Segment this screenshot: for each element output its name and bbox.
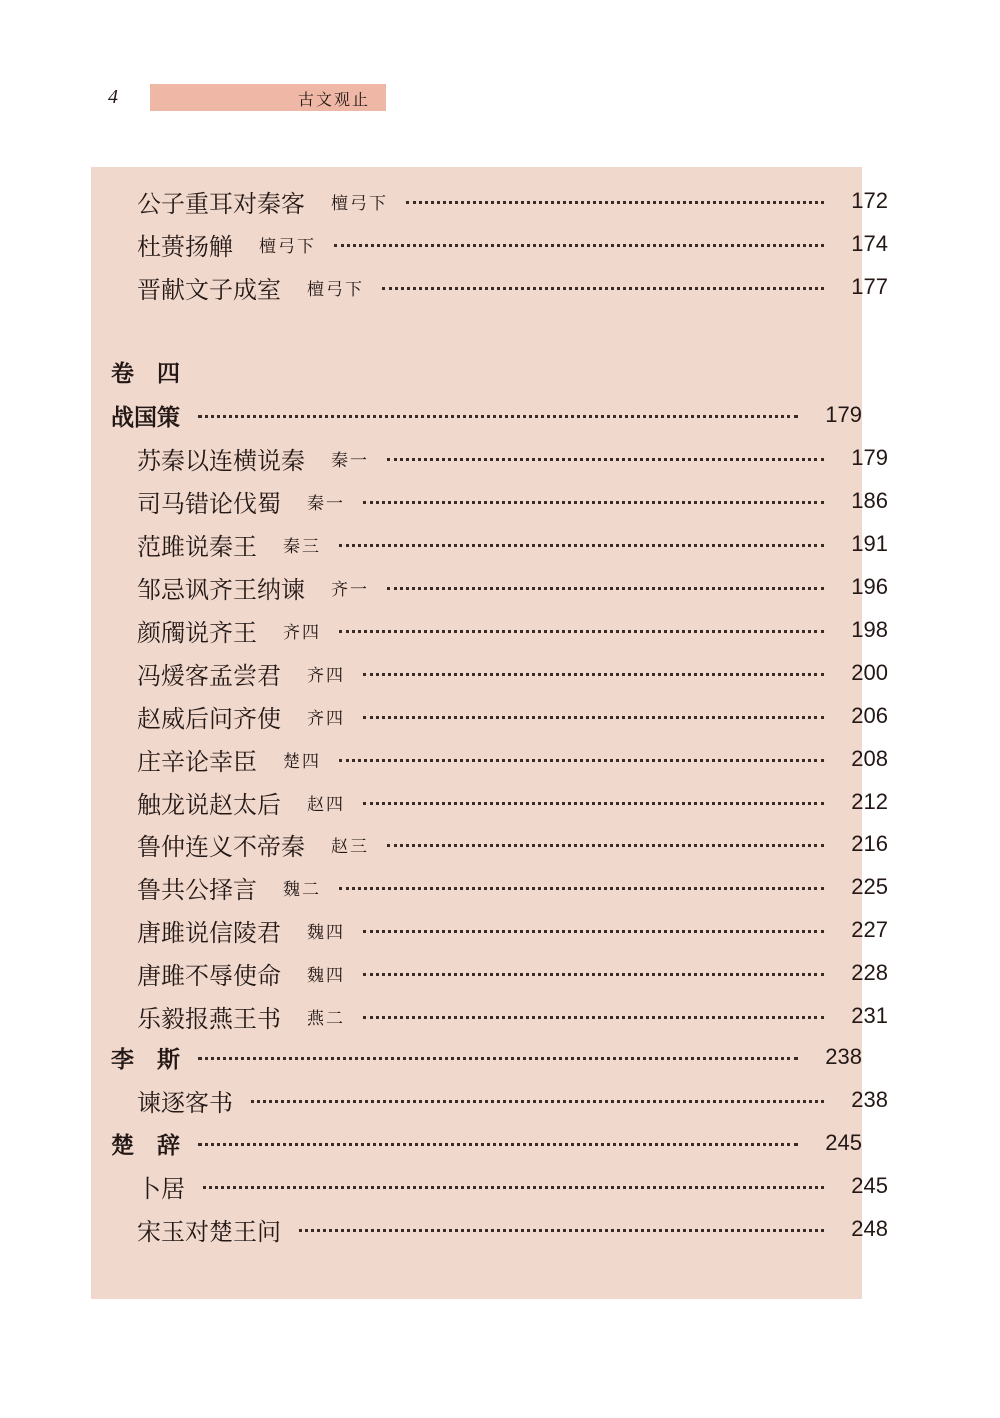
entry-source: 秦一	[307, 493, 345, 514]
toc-entry[interactable]	[91, 567, 908, 607]
entry-title: 颜斶说齐王	[137, 618, 257, 647]
toc-entry[interactable]	[91, 224, 908, 264]
toc-section[interactable]	[91, 1123, 882, 1163]
entry-page: 216	[851, 831, 888, 856]
entry-title: 范雎说秦王	[137, 532, 257, 561]
entry-page: 172	[851, 188, 888, 213]
entry-source: 楚四	[283, 751, 321, 772]
section-title: 楚 辞	[111, 1132, 180, 1159]
page-number: 4	[108, 86, 118, 108]
entry-page: 231	[851, 1003, 888, 1028]
entry-source: 秦三	[283, 536, 321, 557]
entry-page: 200	[851, 660, 888, 685]
toc-entry[interactable]	[91, 1166, 908, 1206]
dot-leader	[363, 501, 824, 504]
dot-leader	[251, 1100, 824, 1103]
section-page: 238	[825, 1044, 862, 1069]
entry-page: 212	[851, 789, 888, 814]
entry-page: 198	[851, 617, 888, 642]
entry-page: 248	[851, 1216, 888, 1241]
toc-entry[interactable]	[91, 267, 908, 307]
section-page: 245	[825, 1130, 862, 1155]
dot-leader	[382, 287, 824, 290]
dot-leader	[363, 716, 824, 719]
entry-source: 檀弓下	[259, 236, 316, 257]
section-page: 179	[825, 402, 862, 427]
section-title: 战国策	[111, 404, 180, 431]
dot-leader	[363, 1016, 824, 1019]
dot-leader	[363, 802, 824, 805]
toc-entry[interactable]	[91, 610, 908, 650]
entry-source: 檀弓下	[331, 193, 388, 214]
entry-page: 174	[851, 231, 888, 256]
toc-entry[interactable]	[91, 438, 908, 478]
entry-title: 杜蒉扬觯	[137, 232, 233, 261]
running-header	[150, 84, 386, 111]
entry-title: 公子重耳对秦客	[137, 189, 305, 218]
entry-title: 赵威后问齐使	[137, 704, 281, 733]
toc-entry[interactable]	[91, 824, 908, 864]
entry-source: 齐四	[307, 708, 345, 729]
toc-entry[interactable]	[91, 1209, 908, 1249]
entry-source: 赵三	[331, 836, 369, 857]
entry-title: 鲁仲连义不帝秦	[137, 832, 305, 861]
dot-leader	[406, 201, 824, 204]
entry-page: 179	[851, 445, 888, 470]
dot-leader	[339, 544, 824, 547]
entry-title: 唐雎说信陵君	[137, 918, 281, 947]
entry-page: 238	[851, 1087, 888, 1112]
dot-leader	[363, 973, 824, 976]
toc-entry[interactable]	[91, 739, 908, 779]
entry-page: 186	[851, 488, 888, 513]
entry-title: 苏秦以连横说秦	[137, 446, 305, 475]
entry-source: 燕二	[307, 1008, 345, 1029]
entry-source: 魏二	[283, 879, 321, 900]
entry-title: 晋献文子成室	[137, 275, 281, 304]
dot-leader	[363, 930, 824, 933]
entry-page: 177	[851, 274, 888, 299]
dot-leader	[363, 673, 824, 676]
dot-leader	[203, 1186, 824, 1189]
dot-leader	[339, 630, 824, 633]
toc-section[interactable]	[91, 395, 882, 435]
entry-title: 司马错论伐蜀	[137, 489, 281, 518]
entry-page: 225	[851, 874, 888, 899]
entry-source: 魏四	[307, 965, 345, 986]
entry-source: 赵四	[307, 794, 345, 815]
toc-entry[interactable]	[91, 181, 908, 221]
section-title: 李 斯	[111, 1046, 180, 1073]
entry-title: 鲁共公择言	[137, 875, 257, 904]
entry-page: 191	[851, 531, 888, 556]
toc-entry[interactable]	[91, 481, 908, 521]
toc-entry[interactable]	[91, 867, 908, 907]
toc-entry[interactable]	[91, 996, 908, 1036]
dot-leader	[198, 1057, 798, 1060]
entry-title: 冯煖客孟尝君	[137, 661, 281, 690]
entry-title: 宋玉对楚王问	[137, 1217, 281, 1246]
dot-leader	[387, 587, 824, 590]
dot-leader	[299, 1229, 824, 1232]
entry-page: 245	[851, 1173, 888, 1198]
toc-section[interactable]	[91, 1037, 882, 1077]
entry-page: 206	[851, 703, 888, 728]
entry-title: 卜居	[137, 1174, 185, 1203]
entry-source: 秦一	[331, 450, 369, 471]
toc-entry[interactable]	[91, 524, 908, 564]
toc-entry[interactable]	[91, 653, 908, 693]
entry-title: 触龙说赵太后	[137, 790, 281, 819]
dot-leader	[198, 1143, 798, 1146]
dot-leader	[387, 844, 824, 847]
toc-entry[interactable]	[91, 782, 908, 822]
dot-leader	[334, 244, 824, 247]
toc-entry[interactable]	[91, 1080, 908, 1120]
entry-title: 邹忌讽齐王纳谏	[137, 575, 305, 604]
entry-title: 庄辛论幸臣	[137, 747, 257, 776]
book-title: 古文观止	[297, 90, 370, 109]
toc-entry[interactable]	[91, 696, 908, 736]
entry-title: 谏逐客书	[137, 1088, 233, 1117]
entry-source: 齐四	[283, 622, 321, 643]
entry-source: 齐一	[331, 579, 369, 600]
juan-heading: 卷 四	[111, 361, 180, 387]
dot-leader	[339, 759, 824, 762]
entry-source: 魏四	[307, 922, 345, 943]
dot-leader	[198, 415, 798, 418]
dot-leader	[339, 887, 824, 890]
entry-page: 227	[851, 917, 888, 942]
entry-page: 196	[851, 574, 888, 599]
table-of-contents	[91, 167, 888, 1299]
entry-source: 齐四	[307, 665, 345, 686]
entry-source: 檀弓下	[307, 279, 364, 300]
entry-title: 唐雎不辱使命	[137, 961, 281, 990]
entry-page: 228	[851, 960, 888, 985]
toc-entry[interactable]	[91, 910, 908, 950]
entry-page: 208	[851, 746, 888, 771]
toc-entry[interactable]	[91, 953, 908, 993]
dot-leader	[387, 458, 824, 461]
entry-title: 乐毅报燕王书	[137, 1004, 281, 1033]
